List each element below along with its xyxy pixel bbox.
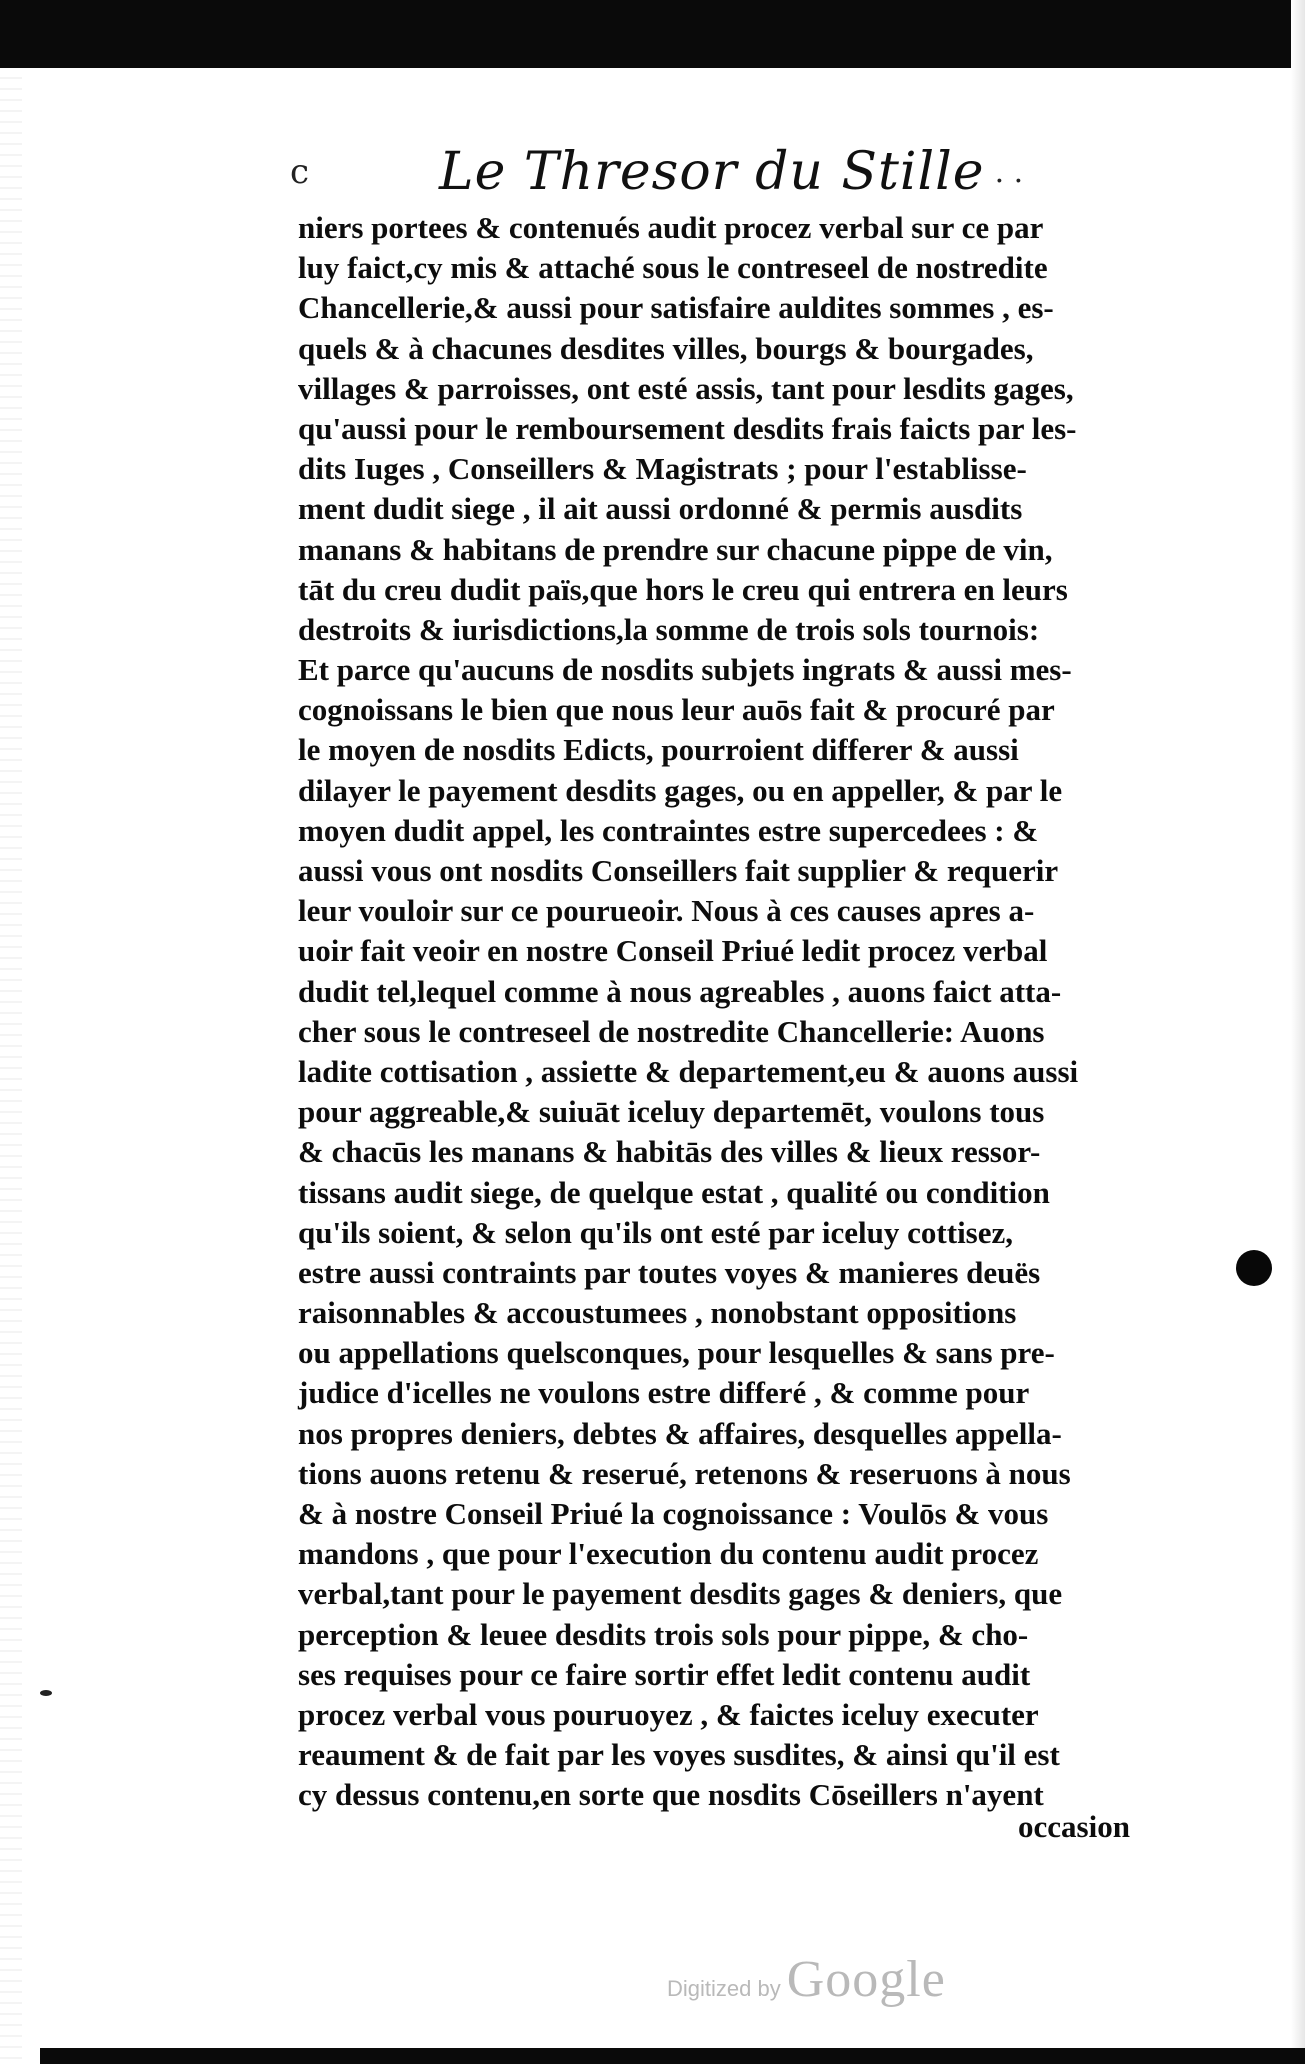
watermark-prefix: Digitized by (667, 1976, 781, 2001)
text-line: ladite cottisation , assiette & departement,eu & auons aussi (298, 1053, 1079, 1089)
scan-bottom-border (40, 2048, 1305, 2064)
ink-blot (1236, 1250, 1272, 1286)
text-line: destroits & iurisdictions,la somme de trois sols tournois: (298, 611, 1040, 647)
text-line: aussi vous ont nosdits Conseillers fait supplier & requerir (298, 853, 1059, 888)
text-line: procez verbal vous pouruoyez , & faictes iceluy executer (298, 1696, 1039, 1732)
text-line: ment dudit siege , il ait aussi ordonné & permis ausdits (298, 491, 1023, 527)
text-line: & chacūs les manans & habitās des villes & lieux ressor- (298, 1134, 1041, 1170)
text-line: tions auons retenu & reserué, retenons & reseruons à nous (298, 1455, 1071, 1491)
text-line: raisonnables & accoustumees , nonobstant oppositions (298, 1295, 1017, 1331)
text-line: reaument & de fait par les voyes susdites, & ainsi qu'il est (298, 1737, 1060, 1773)
text-line: cher sous le contreseel de nostredite Chancellerie: Auons (298, 1013, 1045, 1049)
text-line: estre aussi contraints par toutes voyes & manieres deuës (298, 1254, 1041, 1290)
text-line: pour aggreable,& suiuāt iceluy departemēt, voulons tous (298, 1094, 1045, 1130)
text-line: mandons , que pour l'execution du contenu audit procez (298, 1536, 1039, 1572)
text-line: villages & parroisses, ont esté assis, tant pour lesdits gages, (298, 370, 1074, 406)
text-line: leur vouloir sur ce pourueoir. Nous à ces causes apres a- (298, 893, 1035, 929)
text-line: niers portees & contenués audit procez verbal sur ce par (298, 210, 1044, 245)
catchword: occasion (1018, 1809, 1130, 1844)
text-line: Chancellerie,& aussi pour satisfaire auldites sommes , es- (298, 290, 1054, 326)
stray-ink-mark (40, 1690, 52, 1696)
text-line: luy faict,cy mis & attaché sous le contreseel de nostredite (298, 250, 1048, 286)
header-trailing-mark: . . (994, 154, 1024, 190)
text-line: Et parce qu'aucuns de nosdits subjets ingrats & aussi mes- (298, 652, 1072, 688)
text-line: cy dessus contenu,en sorte que nosdits Cōseillers n'ayent (298, 1777, 1044, 1813)
text-line: verbal,tant pour le payement desdits gages & deniers, que (298, 1576, 1063, 1612)
scan-top-border (0, 0, 1305, 68)
text-line: nos propres deniers, debtes & affaires, desquelles appella- (298, 1415, 1062, 1451)
text-line: manans & habitans de prendre sur chacune pippe de vin, (298, 531, 1053, 567)
text-line: tissans audit siege, de quelque estat , qualité ou condition (298, 1174, 1050, 1210)
text-line: uoir fait veoir en nostre Conseil Priué ledit procez verbal (298, 933, 1048, 969)
text-line: ses requises pour ce faire sortir effet ledit contenu audit (298, 1656, 1031, 1692)
text-line: dudit tel,lequel comme à nous agreables , auons faict atta- (298, 973, 1062, 1009)
text-line: qu'ils soient, & selon qu'ils ont esté par iceluy cottisez, (298, 1214, 1014, 1250)
text-line: le moyen de nosdits Edicts, pourroient differer & aussi (298, 732, 1019, 768)
text-line: dilayer le payement desdits gages, ou en appeller, & par le (298, 772, 1063, 808)
text-line: moyen dudit appel, les contraintes estre supercedees : & (298, 812, 1039, 848)
watermark-brand-logo: Google (786, 1951, 946, 2008)
running-title: Le Thresor du Stille (439, 142, 985, 202)
scan-right-edge (1291, 0, 1305, 2064)
text-line: perception & leuee desdits trois sols pour pippe, & cho- (298, 1616, 1029, 1652)
text-line: dits Iuges , Conseillers & Magistrats ; pour l'establisse- (298, 451, 1027, 487)
page-mark: c (290, 152, 310, 192)
text-line: cognoissans le bien que nous leur auōs fait & procuré par (298, 692, 1055, 728)
page-header (290, 140, 1050, 204)
body-text (298, 208, 1178, 1816)
text-line: qu'aussi pour le remboursement desdits frais faicts par les- (298, 410, 1077, 446)
text-line: ou appellations quelsconques, pour lesquelles & sans pre- (298, 1335, 1055, 1371)
text-line: tāt du creu dudit païs,que hors le creu qui entrera en leurs (298, 571, 1068, 607)
text-line: quels & à chacunes desdites villes, bourgs & bourgades, (298, 330, 1034, 366)
scan-left-gutter (0, 68, 22, 2064)
digitization-watermark (667, 1950, 946, 2009)
text-line: judice d'icelles ne voulons estre differé , & comme pour (298, 1375, 1030, 1411)
text-line: & à nostre Conseil Priué la cognoissance : Voulōs & vous (298, 1496, 1049, 1531)
